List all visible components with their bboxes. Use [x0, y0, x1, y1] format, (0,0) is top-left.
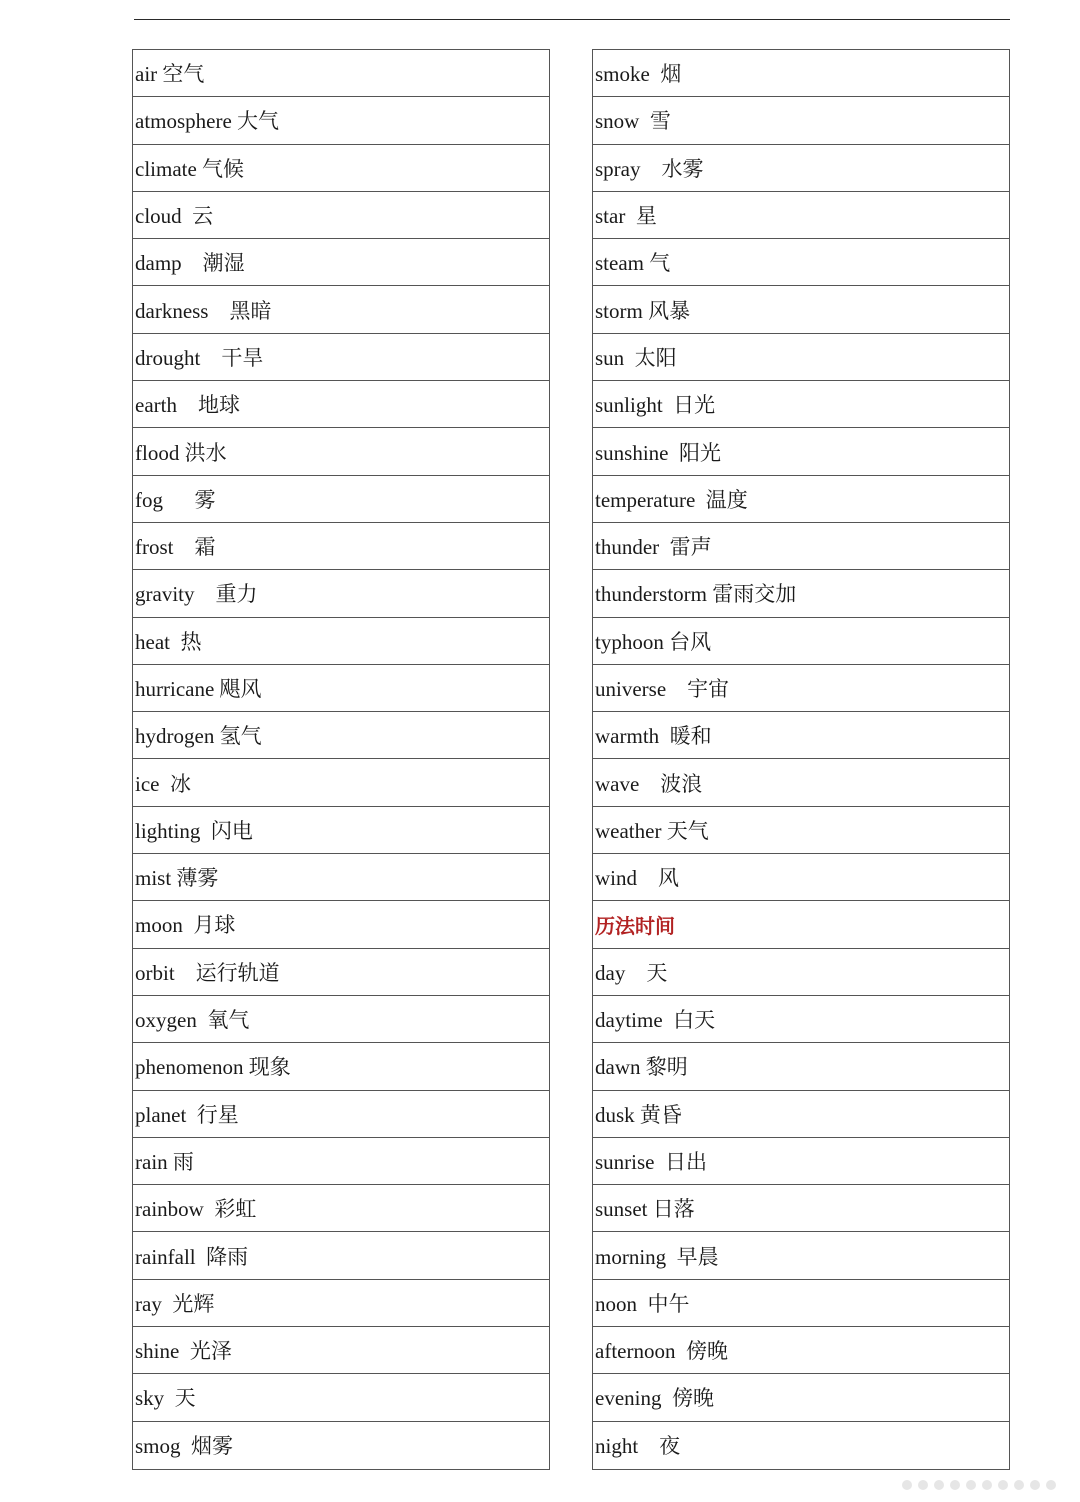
vocab-row: evening 傍晚 — [593, 1374, 1009, 1421]
vocab-row: warmth 暖和 — [593, 712, 1009, 759]
vocab-row: hurricane 飓风 — [133, 665, 549, 712]
vocab-row: typhoon 台风 — [593, 618, 1009, 665]
vocab-row: sunshine 阳光 — [593, 428, 1009, 475]
vocab-row: thunder 雷声 — [593, 523, 1009, 570]
vocab-row: moon 月球 — [133, 901, 549, 948]
vocab-row: night 夜 — [595, 1434, 681, 1459]
vocab-row: drought 干旱 — [133, 334, 549, 381]
vocab-row: wave 波浪 — [593, 759, 1009, 806]
vocab-row: frost 霜 — [133, 523, 549, 570]
vocab-row: flood 洪水 — [133, 428, 549, 475]
vocab-row: steam 气 — [593, 239, 1009, 286]
vocab-row: weather 天气 — [593, 807, 1009, 854]
vocab-row: spray 水雾 — [593, 145, 1009, 192]
vocab-row: shine 光泽 — [133, 1327, 549, 1374]
vocab-row: day 天 — [593, 949, 1009, 996]
vocab-row: phenomenon 现象 — [133, 1043, 549, 1090]
vocab-row: daytime 白天 — [593, 996, 1009, 1043]
vocab-row: smog 烟雾 — [135, 1434, 234, 1459]
vocab-row: planet 行星 — [133, 1091, 549, 1138]
vocab-row: atmosphere 大气 — [133, 97, 549, 144]
vocab-row: snow 雪 — [593, 97, 1009, 144]
section-heading: 历法时间 — [593, 901, 1009, 948]
vocab-row: noon 中午 — [593, 1280, 1009, 1327]
vocab-row: rain 雨 — [133, 1138, 549, 1185]
vocab-row: hydrogen 氢气 — [133, 712, 549, 759]
vocab-row: thunderstorm 雷雨交加 — [593, 570, 1009, 617]
vocab-row: dawn 黎明 — [593, 1043, 1009, 1090]
vocab-row: storm 风暴 — [593, 286, 1009, 333]
vocab-row: rainbow 彩虹 — [133, 1185, 549, 1232]
vocab-row: lighting 闪电 — [133, 807, 549, 854]
vocab-row: air 空气 — [133, 50, 549, 97]
vocab-row: smoke 烟 — [593, 50, 1009, 97]
vocab-row: ice 冰 — [133, 759, 549, 806]
top-rule — [134, 19, 1010, 20]
vocab-row: temperature 温度 — [593, 476, 1009, 523]
vocab-row: dusk 黄昏 — [593, 1091, 1009, 1138]
watermark-dots — [902, 1476, 1072, 1494]
vocab-table-left — [132, 49, 550, 1470]
vocab-row: sunlight 日光 — [593, 381, 1009, 428]
vocab-row: afternoon 傍晚 — [593, 1327, 1009, 1374]
vocab-row: darkness 黑暗 — [133, 286, 549, 333]
vocab-row: fog 雾 — [133, 476, 549, 523]
vocab-row: orbit 运行轨道 — [133, 949, 549, 996]
vocab-row: rainfall 降雨 — [133, 1232, 549, 1279]
vocab-row: star 星 — [593, 192, 1009, 239]
vocab-row: climate 气候 — [133, 145, 549, 192]
vocab-row: wind 风 — [593, 854, 1009, 901]
vocab-row: sky 天 — [133, 1374, 549, 1421]
vocab-table-right — [592, 49, 1010, 1470]
vocab-row: gravity 重力 — [133, 570, 549, 617]
vocab-row: damp 潮湿 — [133, 239, 549, 286]
vocab-row: sunrise 日出 — [593, 1138, 1009, 1185]
vocab-row: oxygen 氧气 — [133, 996, 549, 1043]
vocab-row: mist 薄雾 — [133, 854, 549, 901]
vocab-row: morning 早晨 — [593, 1232, 1009, 1279]
vocab-row: cloud 云 — [133, 192, 549, 239]
vocab-row: heat 热 — [133, 618, 549, 665]
vocab-row: ray 光辉 — [133, 1280, 549, 1327]
vocab-row: sunset 日落 — [593, 1185, 1009, 1232]
vocab-row: earth 地球 — [133, 381, 549, 428]
vocab-row: universe 宇宙 — [593, 665, 1009, 712]
vocab-row: sun 太阳 — [593, 334, 1009, 381]
